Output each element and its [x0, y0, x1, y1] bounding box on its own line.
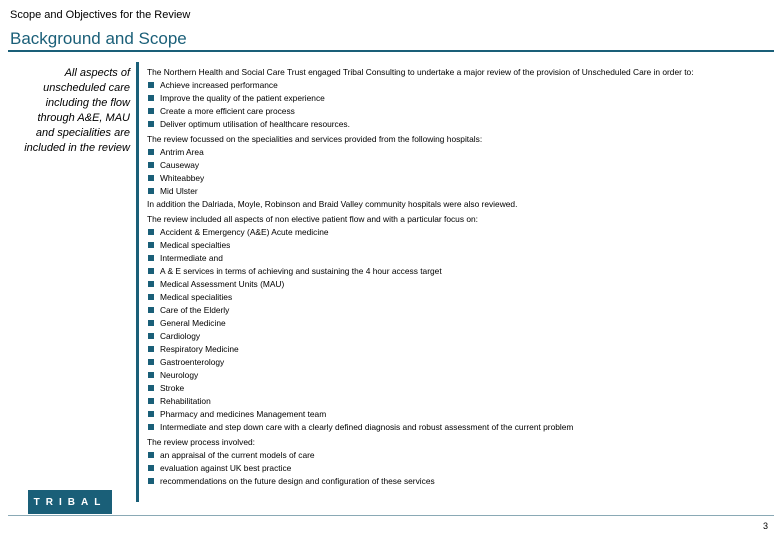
- square-bullet-icon: [148, 121, 154, 127]
- scope-intro: The review included all aspects of non elective patient flow and with a particular focus on:: [147, 214, 478, 224]
- sidebar-divider: [136, 62, 139, 502]
- tribal-logo: TRIBAL: [28, 490, 112, 514]
- square-bullet-icon: [148, 385, 154, 391]
- list-item: [147, 226, 769, 239]
- list-item: [147, 462, 769, 475]
- list-item: [147, 159, 769, 172]
- list-item-text: Achieve increased performance: [160, 80, 278, 90]
- scope-list: [147, 226, 769, 434]
- hospitals-list: [147, 146, 769, 198]
- list-item-text: Intermediate and step down care with a clearly defined diagnosis and robust assessment of the current problem: [160, 422, 574, 432]
- intro-paragraph: The Northern Health and Social Care Trust engaged Tribal Consulting to undertake a major review of the provision of Unscheduled Care in order to:: [147, 67, 694, 77]
- square-bullet-icon: [148, 372, 154, 378]
- list-item-text: Care of the Elderly: [160, 305, 230, 315]
- list-item-text: evaluation against UK best practice: [160, 463, 292, 473]
- square-bullet-icon: [148, 95, 154, 101]
- square-bullet-icon: [148, 162, 154, 168]
- sidebar-line: unscheduled care: [43, 82, 130, 94]
- list-item-text: Causeway: [160, 160, 200, 170]
- list-item-text: Stroke: [160, 383, 185, 393]
- list-item: [147, 343, 769, 356]
- title-divider: [8, 50, 774, 52]
- square-bullet-icon: [148, 452, 154, 458]
- process-list: [147, 449, 769, 488]
- list-item: [147, 421, 769, 434]
- square-bullet-icon: [148, 175, 154, 181]
- sidebar-line: including the flow: [45, 97, 130, 109]
- list-item-text: Accident & Emergency (A&E) Acute medicine: [160, 227, 329, 237]
- square-bullet-icon: [148, 242, 154, 248]
- square-bullet-icon: [148, 108, 154, 114]
- square-bullet-icon: [148, 333, 154, 339]
- list-item-text: an appraisal of the current models of care: [160, 450, 315, 460]
- sidebar-line: and specialities are: [35, 127, 130, 139]
- list-item: [147, 185, 769, 198]
- square-bullet-icon: [148, 398, 154, 404]
- list-item-text: General Medicine: [160, 318, 226, 328]
- list-item: [147, 369, 769, 382]
- footer-divider: [8, 515, 774, 516]
- square-bullet-icon: [148, 281, 154, 287]
- list-item-text: Respiratory Medicine: [160, 344, 239, 354]
- square-bullet-icon: [148, 229, 154, 235]
- list-item: [147, 475, 769, 488]
- square-bullet-icon: [148, 359, 154, 365]
- list-item-text: Medical Assessment Units (MAU): [160, 279, 285, 289]
- list-item-text: Rehabilitation: [160, 396, 211, 406]
- community-note: In addition the Dalriada, Moyle, Robinson and Braid Valley community hospitals were also reviewed.: [147, 199, 518, 209]
- list-item: [147, 330, 769, 343]
- hospitals-intro: The review focussed on the specialities and services provided from the following hospitals:: [147, 134, 483, 144]
- square-bullet-icon: [148, 478, 154, 484]
- sidebar-line: through A&E, MAU: [37, 112, 130, 124]
- list-item-text: Whiteabbey: [160, 173, 205, 183]
- list-item: [147, 252, 769, 265]
- list-item-text: Neurology: [160, 370, 199, 380]
- list-item-text: Improve the quality of the patient experience: [160, 93, 325, 103]
- process-intro: The review process involved:: [147, 437, 255, 447]
- list-item: [147, 79, 769, 92]
- main-content: [147, 66, 769, 488]
- section-supertitle: Scope and Objectives for the Review: [10, 9, 191, 21]
- square-bullet-icon: [148, 424, 154, 430]
- sidebar-line: included in the review: [24, 142, 130, 154]
- list-item: [147, 278, 769, 291]
- list-item: [147, 105, 769, 118]
- list-item-text: Mid Ulster: [160, 186, 198, 196]
- list-item: [147, 146, 769, 159]
- square-bullet-icon: [148, 188, 154, 194]
- list-item-text: A & E services in terms of achieving and sustaining the 4 hour access target: [160, 266, 442, 276]
- list-item-text: Create a more efficient care process: [160, 106, 295, 116]
- square-bullet-icon: [148, 149, 154, 155]
- list-item-text: Medical specialities: [160, 292, 233, 302]
- list-item-text: Antrim Area: [160, 147, 204, 157]
- list-item: [147, 118, 769, 131]
- list-item-text: Cardiology: [160, 331, 201, 341]
- list-item: [147, 239, 769, 252]
- list-item: [147, 317, 769, 330]
- square-bullet-icon: [148, 294, 154, 300]
- list-item-text: Medical specialties: [160, 240, 231, 250]
- square-bullet-icon: [148, 465, 154, 471]
- sidebar-summary: [8, 66, 130, 156]
- list-item: [147, 291, 769, 304]
- list-item-text: Gastroenterology: [160, 357, 225, 367]
- page-number: 3: [762, 521, 768, 531]
- sidebar-line: All aspects of: [64, 67, 130, 79]
- page-title: Background and Scope: [10, 29, 187, 48]
- list-item: [147, 265, 769, 278]
- list-item: [147, 395, 769, 408]
- square-bullet-icon: [148, 255, 154, 261]
- list-item-text: Intermediate and: [160, 253, 223, 263]
- list-item-text: recommendations on the future design and configuration of these services: [160, 476, 435, 486]
- square-bullet-icon: [148, 307, 154, 313]
- list-item: [147, 356, 769, 369]
- square-bullet-icon: [148, 320, 154, 326]
- list-item: [147, 92, 769, 105]
- list-item-text: Deliver optimum utilisation of healthcare resources.: [160, 119, 350, 129]
- objectives-list: [147, 79, 769, 131]
- list-item: [147, 382, 769, 395]
- square-bullet-icon: [148, 346, 154, 352]
- square-bullet-icon: [148, 82, 154, 88]
- list-item: [147, 304, 769, 317]
- list-item: [147, 408, 769, 421]
- list-item-text: Pharmacy and medicines Management team: [160, 409, 327, 419]
- list-item: [147, 172, 769, 185]
- list-item: [147, 449, 769, 462]
- square-bullet-icon: [148, 411, 154, 417]
- square-bullet-icon: [148, 268, 154, 274]
